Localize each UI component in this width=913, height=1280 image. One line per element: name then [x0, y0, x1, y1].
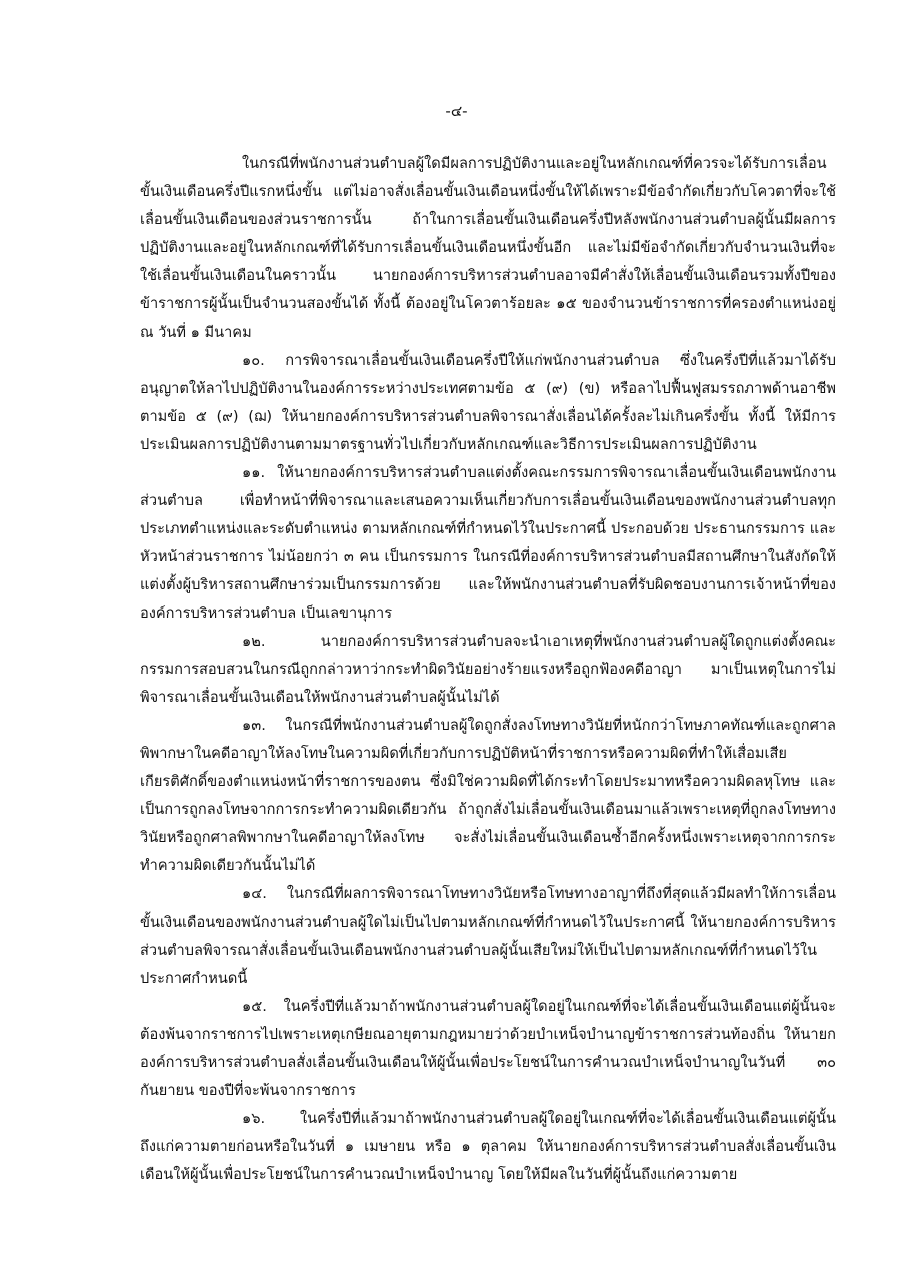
paragraph-clause-10: ๑๐. การพิจารณาเลื่อนขั้นเงินเดือนครึ่งปีให้แก่พนักงานส่วนตำบล ซึ่งในครึ่งปีที่แล้วมาได้รับอนุญาตให้ลาไปปฏิบัติงานในองค์การระหว่างประเทศตามข้อ ๕ (๙) (ข) หรือลาไปฟื้นฟูสมรรถภาพด้านอาชีพตามข้อ ๕ (๙) (ฌ) ให้นายกองค์การบริหารส่วนตำบลพิจารณาสั่งเลื่อนได้ครั้งละไม่เกินครึ่งขั้น ทั้งนี้ ให้มีการประเมินผลการปฏิบัติงานตามมาตรฐานทั่วไปเกี่ยวกับหลักเกณฑ์และวิธีการประเมินผลการปฏิบัติงาน	[140, 351, 836, 453]
paragraph-clause-12: ๑๒. นายกองค์การบริหารส่วนตำบลจะนำเอาเหตุที่พนักงานส่วนตำบลผู้ใดถูกแต่งตั้งคณะกรรมการสอบสวนในกรณีถูกกล่าวหาว่ากระทำผิดวินัยอย่างร้ายแรงหรือถูกฟ้องคดีอาญา มาเป็นเหตุในการไม่พิจารณาเลื่อนขั้นเงินเดือนให้พนักงานส่วนตำบลผู้นั้นไม่ได้	[140, 632, 836, 706]
paragraph-clause-14: ๑๔. ในกรณีที่ผลการพิจารณาโทษทางวินัยหรือโทษทางอาญาที่ถึงที่สุดแล้วมีผลทำให้การเลื่อนขั้นเงินเดือนของพนักงานส่วนตำบลผู้ใดไม่เป็นไปตามหลักเกณฑ์ที่กำหนดไว้ในประกาศนี้ ให้นายกองค์การบริหารส่วนตำบลพิจารณาสั่งเลื่อนขั้นเงินเดือนพนักงานส่วนตำบลผู้นั้นเสียใหม่ให้เป็นไปตามหลักเกณฑ์ที่กำหนดไว้ในประกาศกำหนดนี้	[140, 885, 836, 987]
page-number: -๔-	[445, 102, 468, 120]
paragraph-continuation: ในกรณีที่พนักงานส่วนตำบลผู้ใดมีผลการปฏิบัติงานและอยู่ในหลักเกณฑ์ที่ควรจะได้รับการเลื่อนขั้นเงินเดือนครึ่งปีแรกหนึ่งขั้น แต่ไม่อาจสั่งเลื่อนขั้นเงินเดือนหนึ่งขั้นให้ได้เพราะมีข้อจำกัดเกี่ยวกับโควตาที่จะใช้เลื่อนขั้นเงินเดือนของส่วนราชการนั้น ถ้าในการเลื่อนขั้นเงินเดือนครึ่งปีหลังพนักงานส่วนตำบลผู้นั้นมีผลการปฏิบัติงานและอยู่ในหลักเกณฑ์ที่ได้รับการเลื่อนขั้นเงินเดือนหนึ่งขั้นอีก และไม่มีข้อจำกัดเกี่ยวกับจำนวนเงินที่จะใช้เลื่อนขั้นเงินเดือนในคราวนั้น นายกองค์การบริหารส่วนตำบลอาจมีคำสั่งให้เลื่อนขั้นเงินเดือนรวมทั้งปีของข้าราชการผู้นั้นเป็นจำนวนสองขั้นได้ ทั้งนี้ ต้องอยู่ในโควตาร้อยละ ๑๕ ของจำนวนข้าราชการที่ครองตำแหน่งอยู่ ณ วันที่ ๑ มีนาคม	[140, 155, 836, 341]
paragraph-clause-16: ๑๖. ในครึ่งปีที่แล้วมาถ้าพนักงานส่วนตำบลผู้ใดอยู่ในเกณฑ์ที่จะได้เลื่อนขั้นเงินเดือนแต่ผู้นั้นถึงแก่ความตายก่อนหรือในวันที่ ๑ เมษายน หรือ ๑ ตุลาคม ให้นายกองค์การบริหารส่วนตำบลสั่งเลื่อนขั้นเงินเดือนให้ผู้นั้นเพื่อประโยชน์ในการคำนวณบำเหน็จบำนาญ โดยให้มีผลในวันที่ผู้นั้นถึงแก่ความตาย	[140, 1110, 836, 1184]
paragraph-clause-15: ๑๕. ในครึ่งปีที่แล้วมาถ้าพนักงานส่วนตำบลผู้ใดอยู่ในเกณฑ์ที่จะได้เลื่อนขั้นเงินเดือนแต่ผู้นั้นจะต้องพ้นจากราชการไปเพราะเหตุเกษียณอายุตามกฎหมายว่าด้วยบำเหน็จบำนาญข้าราชการส่วนท้องถิ่น ให้นายกองค์การบริหารส่วนตำบลสั่งเลื่อนขั้นเงินเดือนให้ผู้นั้นเพื่อประโยชน์ในการคำนวณบำเหน็จบำนาญในวันที่ ๓๐ กันยายน ของปีที่จะพ้นจากราชการ	[140, 997, 836, 1100]
paragraph-clause-11: ๑๑. ให้นายกองค์การบริหารส่วนตำบลแต่งตั้งคณะกรรมการพิจารณาเลื่อนขั้นเงินเดือนพนักงานส่วนตำบล เพื่อทำหน้าที่พิจารณาและเสนอความเห็นเกี่ยวกับการเลื่อนขั้นเงินเดือนของพนักงานส่วนตำบลทุกประเภทตำแหน่งและระดับตำแหน่ง ตามหลักเกณฑ์ที่กำหนดไว้ในประกาศนี้ ประกอบด้วย ประธานกรรมการ และหัวหน้าส่วนราชการ ไม่น้อยกว่า ๓ คน เป็นกรรมการ ในกรณีที่องค์การบริหารส่วนตำบลมีสถานศึกษาในสังกัดให้แต่งตั้งผู้บริหารสถานศึกษาร่วมเป็นกรรมการด้วย และให้พนักงานส่วนตำบลที่รับผิดชอบงานการเจ้าหน้าที่ขององค์การบริหารส่วนตำบล เป็นเลขานุการ	[140, 464, 836, 622]
paragraph-clause-13: ๑๓. ในกรณีที่พนักงานส่วนตำบลผู้ใดถูกสั่งลงโทษทางวินัยที่หนักกว่าโทษภาคทัณฑ์และถูกศาลพิพากษาในคดีอาญาให้ลงโทษในความผิดที่เกี่ยวกับการปฏิบัติหน้าที่ราชการหรือความผิดที่ทำให้เสื่อมเสียเกียรติศักดิ์ของตำแหน่งหน้าที่ราชการของตน ซึ่งมิใช่ความผิดที่ได้กระทำโดยประมาทหรือความผิดลหุโทษ และเป็นการถูกลงโทษจากการกระทำความผิดเดียวกัน ถ้าถูกสั่งไม่เลื่อนขั้นเงินเดือนมาแล้วเพราะเหตุที่ถูกลงโทษทางวินัยหรือถูกศาลพิพากษาในคดีอาญาให้ลงโทษ จะสั่งไม่เลื่อนขั้นเงินเดือนซ้ำอีกครั้งหนึ่งเพราะเหตุจากการกระทำความผิดเดียวกันนั้นไม่ได้	[140, 716, 836, 875]
document-body	[140, 150, 836, 1189]
